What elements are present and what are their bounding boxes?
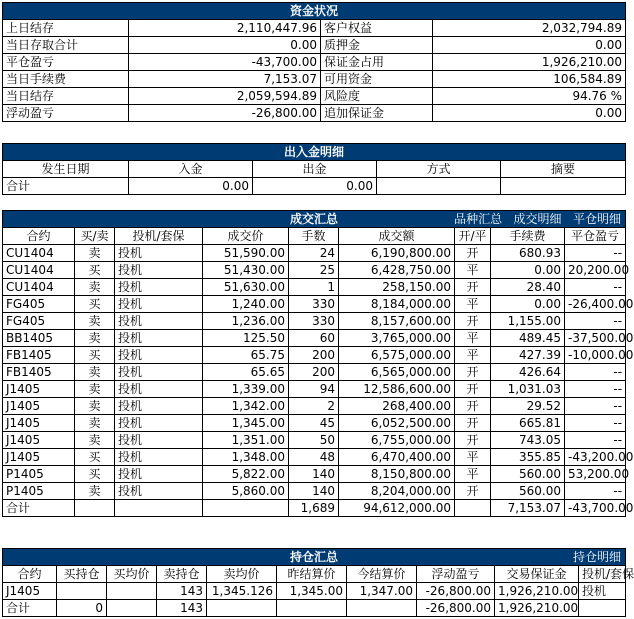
table-cell: 94.76 % (433, 88, 626, 105)
table-cell: 卖 (75, 364, 115, 381)
table-cell: 投机 (115, 245, 203, 262)
table-row (3, 347, 626, 364)
table-cell: 卖 (75, 415, 115, 432)
table-cell: 投机 (115, 432, 203, 449)
table-cell: -37,500.00 (565, 330, 626, 347)
table-cell: 投机 (579, 583, 626, 600)
table-cell: 投机 (115, 449, 203, 466)
table-cell (455, 500, 491, 517)
table-cell: -- (565, 313, 626, 330)
table-cell: -43,700.00 (565, 500, 626, 517)
table-cell: -- (565, 398, 626, 415)
table-cell: J1405 (3, 398, 75, 415)
table-cell: BB1405 (3, 330, 75, 347)
link-product-summary[interactable]: 品种汇总 (454, 212, 503, 226)
table-cell: 开 (455, 415, 491, 432)
table-cell: 143 (157, 600, 207, 617)
table-cell: 7,153.07 (129, 71, 321, 88)
table-cell: 0.00 (253, 178, 377, 195)
table-row (3, 449, 626, 466)
table-cell (501, 178, 626, 195)
table-cell: -- (565, 279, 626, 296)
table-header-row (3, 161, 626, 178)
funds-row (3, 105, 626, 122)
table-cell: FG405 (3, 313, 75, 330)
table-cell: 手数 (289, 228, 339, 245)
table-cell: 方式 (377, 161, 501, 178)
table-cell: 合约 (3, 566, 57, 583)
table-row (3, 432, 626, 449)
table-cell: 开 (455, 381, 491, 398)
table-cell: CU1404 (3, 279, 75, 296)
table-cell: 卖 (75, 313, 115, 330)
table-cell: 开 (455, 245, 491, 262)
table-cell: 投机 (115, 364, 203, 381)
table-cell: 1,240.00 (203, 296, 289, 313)
table-cell: 51,590.00 (203, 245, 289, 262)
table-cell: 投机 (115, 381, 203, 398)
table-cell: FB1405 (3, 347, 75, 364)
table-cell: -26,800.00 (417, 600, 495, 617)
table-row (3, 262, 626, 279)
table-cell: 发生日期 (3, 161, 129, 178)
funds-row (3, 54, 626, 71)
table-cell: 1,342.00 (203, 398, 289, 415)
table-cell: 60 (289, 330, 339, 347)
table-cell: 560.00 (491, 483, 565, 500)
table-cell: 摘要 (501, 161, 626, 178)
table-row (3, 398, 626, 415)
table-cell (377, 178, 501, 195)
table-cell: 当日手续费 (3, 71, 129, 88)
table-cell: 2,059,594.89 (129, 88, 321, 105)
table-cell: 卖均价 (207, 566, 277, 583)
table-cell: 53,200.00 (565, 466, 626, 483)
table-cell: 投机 (115, 262, 203, 279)
table-cell: 140 (289, 466, 339, 483)
table-cell: 8,157,600.00 (339, 313, 455, 330)
table-cell: 7,153.07 (491, 500, 565, 517)
table-cell: 0.00 (491, 262, 565, 279)
table-cell: 48 (289, 449, 339, 466)
table-cell (207, 600, 277, 617)
table-cell: 合约 (3, 228, 75, 245)
table-cell: -- (565, 483, 626, 500)
table-cell: 1,926,210.00 (495, 583, 579, 600)
table-cell: 开 (455, 279, 491, 296)
trades-table (2, 210, 634, 517)
table-cell: -26,800.00 (417, 583, 495, 600)
table-cell: J1405 (3, 449, 75, 466)
table-cell: 2 (289, 398, 339, 415)
table-cell: 浮动盈亏 (3, 105, 129, 122)
table-cell: -43,200.00 (565, 449, 626, 466)
table-cell: 开 (455, 432, 491, 449)
table-row (3, 415, 626, 432)
table-cell (203, 500, 289, 517)
cashflow-title: 出入金明细 (3, 144, 626, 161)
table-cell: 268,400.00 (339, 398, 455, 415)
table-cell: 3,765,000.00 (339, 330, 455, 347)
table-cell: 50 (289, 432, 339, 449)
table-cell: 94,612,000.00 (339, 500, 455, 517)
table-cell: 200 (289, 364, 339, 381)
table-cell: 买 (75, 466, 115, 483)
table-cell: 330 (289, 296, 339, 313)
table-cell: -10,000.00 (565, 347, 626, 364)
table-cell: 1,155.00 (491, 313, 565, 330)
table-cell: 上日结存 (3, 20, 129, 37)
table-cell: 出金 (253, 161, 377, 178)
table-cell: 买/卖 (75, 228, 115, 245)
table-cell: 买 (75, 347, 115, 364)
table-cell: 买持仓 (57, 566, 107, 583)
table-row (3, 296, 626, 313)
table-cell: 昨结算价 (277, 566, 347, 583)
total-row (3, 500, 626, 517)
table-cell: 交易保证金 (495, 566, 579, 583)
table-cell: 平 (455, 449, 491, 466)
table-cell: 投机 (115, 279, 203, 296)
total-row (3, 178, 626, 195)
trades-title: 成交汇总 (290, 212, 339, 226)
table-cell: 可用资金 (321, 71, 433, 88)
table-cell: 6,565,000.00 (339, 364, 455, 381)
table-cell: 手续费 (491, 228, 565, 245)
table-cell: 427.39 (491, 347, 565, 364)
funds-row (3, 37, 626, 54)
table-cell: 平仓盈亏 (565, 228, 626, 245)
table-cell: 2,032,794.89 (433, 20, 626, 37)
table-cell: 0.00 (129, 178, 253, 195)
table-cell: 今结算价 (347, 566, 417, 583)
table-cell: 合计 (3, 178, 129, 195)
table-cell: FG405 (3, 296, 75, 313)
table-cell: 卖 (75, 432, 115, 449)
table-cell: 1,689 (289, 500, 339, 517)
table-cell: 卖持仓 (157, 566, 207, 583)
table-cell: 开/平 (455, 228, 491, 245)
table-cell: 买均价 (107, 566, 157, 583)
table-cell: 投机 (115, 398, 203, 415)
table-cell: 1 (289, 279, 339, 296)
table-cell: 合计 (3, 500, 75, 517)
table-cell: 560.00 (491, 466, 565, 483)
table-cell: 8,204,000.00 (339, 483, 455, 500)
table-cell: 1,236.00 (203, 313, 289, 330)
table-cell: 143 (157, 583, 207, 600)
table-cell: 680.93 (491, 245, 565, 262)
link-trade-detail[interactable]: 成交明细 (513, 212, 562, 226)
table-cell: 开 (455, 313, 491, 330)
table-cell: 25 (289, 262, 339, 279)
table-cell (75, 500, 115, 517)
table-cell: 29.52 (491, 398, 565, 415)
table-cell: 6,428,750.00 (339, 262, 455, 279)
table-cell: 投机/套保 (115, 228, 203, 245)
table-row (3, 330, 626, 347)
table-cell (277, 600, 347, 617)
table-cell: 5,822.00 (203, 466, 289, 483)
table-cell: 1,339.00 (203, 381, 289, 398)
table-cell: 1,345.126 (207, 583, 277, 600)
table-cell: 140 (289, 483, 339, 500)
table-row (3, 466, 626, 483)
table-cell: 平仓盈亏 (3, 54, 129, 71)
table-cell: 投机 (115, 483, 203, 500)
table-cell: 330 (289, 313, 339, 330)
table-cell: CU1404 (3, 245, 75, 262)
table-cell: J1405 (3, 432, 75, 449)
table-cell: 1,351.00 (203, 432, 289, 449)
table-cell: CU1404 (3, 262, 75, 279)
table-cell: 开 (455, 364, 491, 381)
table-cell: 0.00 (491, 296, 565, 313)
table-cell (107, 600, 157, 617)
table-cell: -- (565, 245, 626, 262)
table-cell (107, 583, 157, 600)
table-cell: -- (565, 415, 626, 432)
table-cell: 浮动盈亏 (417, 566, 495, 583)
table-cell: 买 (75, 449, 115, 466)
table-cell: J1405 (3, 583, 57, 600)
table-cell: 保证金占用 (321, 54, 433, 71)
cashflow-table (2, 143, 626, 195)
table-cell: 客户权益 (321, 20, 433, 37)
table-cell: 投机 (115, 415, 203, 432)
table-cell: 卖 (75, 398, 115, 415)
table-cell: 开 (455, 483, 491, 500)
positions-table (2, 548, 634, 617)
table-cell: 质押金 (321, 37, 433, 54)
table-cell: FB1405 (3, 364, 75, 381)
table-cell: 51,430.00 (203, 262, 289, 279)
funds-row (3, 71, 626, 88)
link-position-detail[interactable]: 持仓明细 (573, 550, 622, 564)
table-cell: 平 (455, 466, 491, 483)
table-cell: 当日存取合计 (3, 37, 129, 54)
table-cell: 卖 (75, 483, 115, 500)
funds-table (2, 2, 626, 122)
table-cell: 1,926,210.00 (433, 54, 626, 71)
table-cell: 平 (455, 347, 491, 364)
table-cell: 当日结存 (3, 88, 129, 105)
table-row (3, 583, 626, 600)
table-cell: 94 (289, 381, 339, 398)
table-cell: 投机 (115, 330, 203, 347)
table-cell: 8,184,000.00 (339, 296, 455, 313)
table-cell: 卖 (75, 279, 115, 296)
table-cell: 258,150.00 (339, 279, 455, 296)
table-cell: 6,755,000.00 (339, 432, 455, 449)
table-cell: 1,926,210.00 (495, 600, 579, 617)
table-cell: J1405 (3, 381, 75, 398)
table-cell: 平 (455, 330, 491, 347)
table-cell: 0.00 (433, 37, 626, 54)
table-cell: 2,110,447.96 (129, 20, 321, 37)
table-row (3, 279, 626, 296)
table-cell: 开 (455, 398, 491, 415)
table-cell (115, 500, 203, 517)
table-cell: 买 (75, 262, 115, 279)
table-cell: 0 (57, 600, 107, 617)
table-cell: 卖 (75, 245, 115, 262)
total-row (3, 600, 626, 617)
table-cell: 1,347.00 (347, 583, 417, 600)
table-row (3, 313, 626, 330)
table-cell: 8,150,800.00 (339, 466, 455, 483)
table-cell: 投机 (115, 313, 203, 330)
table-cell: 6,575,000.00 (339, 347, 455, 364)
table-cell: 追加保证金 (321, 105, 433, 122)
table-cell: P1405 (3, 483, 75, 500)
table-cell: 6,052,500.00 (339, 415, 455, 432)
table-cell (579, 600, 626, 617)
table-cell: 卖 (75, 330, 115, 347)
table-cell: 平 (455, 262, 491, 279)
table-cell: 665.81 (491, 415, 565, 432)
table-cell: -43,700.00 (129, 54, 321, 71)
table-cell: 45 (289, 415, 339, 432)
funds-row (3, 20, 626, 37)
table-cell: -- (565, 381, 626, 398)
positions-title: 持仓汇总 (290, 550, 339, 564)
table-cell: 1,031.03 (491, 381, 565, 398)
table-cell: 买 (75, 296, 115, 313)
table-cell: 65.65 (203, 364, 289, 381)
table-cell: 426.64 (491, 364, 565, 381)
table-cell: 200 (289, 347, 339, 364)
table-cell: 成交价 (203, 228, 289, 245)
link-close-detail[interactable]: 平仓明细 (573, 212, 622, 226)
table-cell: 1,348.00 (203, 449, 289, 466)
table-cell: 平 (455, 296, 491, 313)
table-row (3, 364, 626, 381)
table-cell: 合计 (3, 600, 57, 617)
table-cell: 6,190,800.00 (339, 245, 455, 262)
table-cell: 入金 (129, 161, 253, 178)
table-cell: -26,800.00 (129, 105, 321, 122)
table-cell: 投机 (115, 296, 203, 313)
table-cell: -- (565, 364, 626, 381)
table-cell: 5,860.00 (203, 483, 289, 500)
table-cell: 1,345.00 (277, 583, 347, 600)
table-header-row (3, 228, 626, 245)
funds-row (3, 88, 626, 105)
table-cell: 1,345.00 (203, 415, 289, 432)
table-cell: -26,400.00 (565, 296, 626, 313)
table-cell: 489.45 (491, 330, 565, 347)
table-cell: 投机/套保 (579, 566, 626, 583)
table-cell: 28.40 (491, 279, 565, 296)
table-cell: 24 (289, 245, 339, 262)
table-cell: 125.50 (203, 330, 289, 347)
table-cell: 355.85 (491, 449, 565, 466)
table-header-row (3, 566, 626, 583)
table-cell: 0.00 (433, 105, 626, 122)
table-row (3, 483, 626, 500)
table-row (3, 381, 626, 398)
table-cell: 743.05 (491, 432, 565, 449)
table-cell: P1405 (3, 466, 75, 483)
table-row (3, 245, 626, 262)
table-cell: 卖 (75, 381, 115, 398)
table-cell (347, 600, 417, 617)
table-cell: 20,200.00 (565, 262, 626, 279)
table-cell: -- (565, 432, 626, 449)
table-cell: 0.00 (129, 37, 321, 54)
funds-title: 资金状况 (3, 3, 626, 20)
table-cell: 投机 (115, 466, 203, 483)
table-cell (57, 583, 107, 600)
table-cell: 65.75 (203, 347, 289, 364)
table-cell: J1405 (3, 415, 75, 432)
table-cell: 成交额 (339, 228, 455, 245)
table-cell: 风险度 (321, 88, 433, 105)
table-cell: 51,630.00 (203, 279, 289, 296)
table-cell: 投机 (115, 347, 203, 364)
table-cell: 106,584.89 (433, 71, 626, 88)
table-cell: 12,586,600.00 (339, 381, 455, 398)
table-cell: 6,470,400.00 (339, 449, 455, 466)
